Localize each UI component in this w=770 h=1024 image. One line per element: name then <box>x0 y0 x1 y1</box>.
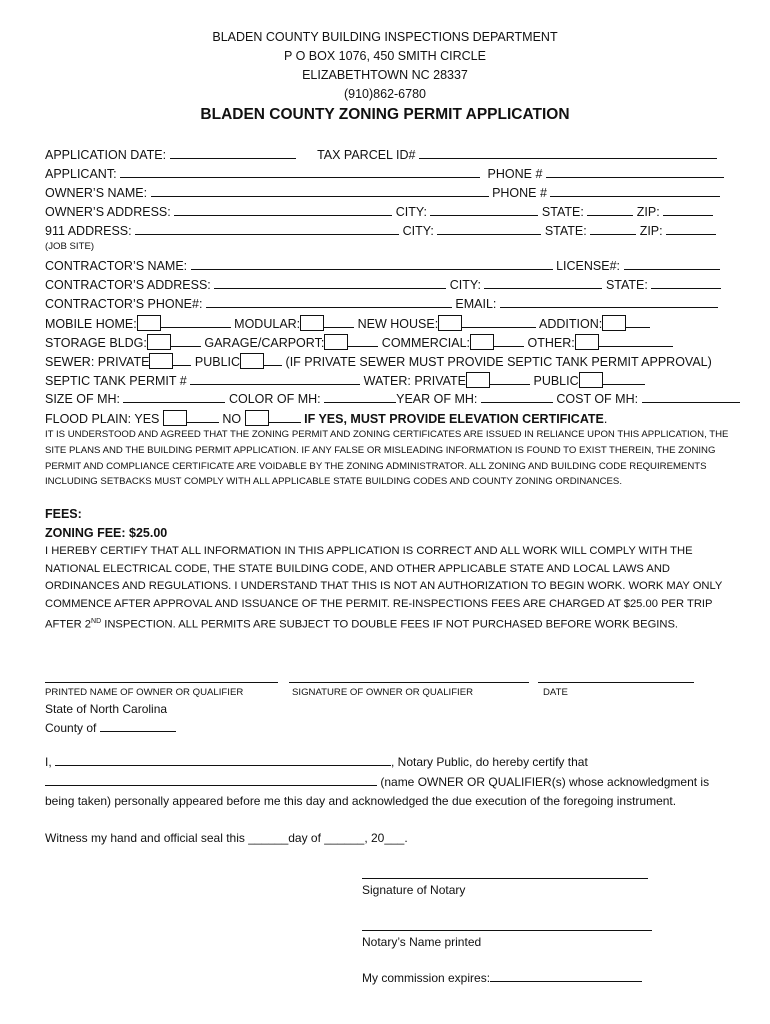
owner-qualifier-name-field[interactable] <box>45 774 377 786</box>
row-septic-water <box>45 372 645 388</box>
other-label: OTHER: <box>527 336 575 350</box>
cost-mh-label: COST OF MH: <box>556 392 639 406</box>
address-911-field[interactable] <box>135 223 399 235</box>
modular-field[interactable] <box>324 316 354 328</box>
license-label: LICENSE#: <box>556 259 621 273</box>
other-field[interactable] <box>599 335 673 347</box>
row-application-date <box>45 147 717 162</box>
contractors-city-field[interactable] <box>484 277 602 289</box>
row-911-address <box>45 223 716 238</box>
printed-name-caption: PRINTED NAME OF OWNER OR QUALIFIER <box>45 687 244 698</box>
notary-signature-line[interactable] <box>362 878 648 879</box>
row-mh-details <box>45 391 740 406</box>
site-zip-field[interactable] <box>666 223 716 235</box>
applicant-label: APPLICANT: <box>45 167 117 181</box>
row-owners-name <box>45 185 720 200</box>
site-state-field[interactable] <box>590 223 636 235</box>
county-field[interactable] <box>100 720 176 732</box>
new-house-checkbox[interactable] <box>438 315 462 331</box>
modular-checkbox[interactable] <box>300 315 324 331</box>
contractors-state-label: STATE: <box>605 278 648 292</box>
garage-carport-label: GARAGE/CARPORT: <box>204 336 325 350</box>
garage-carport-field[interactable] <box>348 335 378 347</box>
cost-mh-field[interactable] <box>642 391 740 403</box>
department-city: ELIZABETHTOWN NC 28337 <box>302 68 468 82</box>
tax-parcel-label: TAX PARCEL ID# <box>317 148 416 162</box>
owners-city-label: CITY: <box>395 205 427 219</box>
printed-name-line[interactable] <box>45 682 278 683</box>
notary-certify-text: , Notary Public, do hereby certify that <box>391 755 588 769</box>
contractors-state-field[interactable] <box>651 277 721 289</box>
sewer-public-field[interactable] <box>264 354 282 366</box>
septic-permit-field[interactable] <box>190 373 360 385</box>
reliance-paragraph: IT IS UNDERSTOOD AND AGREED THAT THE ZONING PERMIT AND ZONING CERTIFICATES ARE ISSUED IN RELIANCE UPON THIS APPLICATION, THE SITE PLANS AND THE BUILDING PERMIT APPLICATION. IF ANY FALSE OR MISLEADING INFORMATION IS FOUND TO EXIST THEREIN, THE ZONING PERMIT AND COMPLIANCE CERTIFICATE ARE VOIDABLE BY THE ZONING ADMINISTRATOR. ALL ZONING AND BUILDING CODE REQUIREMENTS INCLUDING SETBACKS MUST COMPLY WITH ALL APPLICABLE STATE BUILDING CODES AND COUNTY ZONING ORDINANCES. <box>45 429 729 488</box>
zoning-fee: ZONING FEE: $25.00 <box>45 526 168 540</box>
sewer-private-field[interactable] <box>173 354 191 366</box>
size-mh-field[interactable] <box>123 391 225 403</box>
signature-of-notary: Signature of Notary <box>362 883 466 897</box>
row-building-types <box>45 315 650 331</box>
owners-address-field[interactable] <box>174 204 392 216</box>
row-flood-plain <box>45 410 607 426</box>
flood-no-field[interactable] <box>269 411 301 423</box>
owners-state-label: STATE: <box>541 205 584 219</box>
notary-state: State of North Carolina <box>45 702 168 716</box>
septic-permit-label: SEPTIC TANK PERMIT # <box>45 374 187 388</box>
applicant-field[interactable] <box>120 166 480 178</box>
application-date-label: APPLICATION DATE: <box>45 148 167 162</box>
addition-checkbox[interactable] <box>602 315 626 331</box>
certification-text-1: I HEREBY CERTIFY THAT ALL INFORMATION IN THIS APPLICATION IS CORRECT AND ALL WORK WILL COMPLY WITH THE NATIONAL ELECTRICAL CODE, THE STATE BUILDING CODE, AND OTHER APPLICABLE STATE AND LOCAL LAWS AND ORDINANCES AND REGULATIONS. I UNDERSTAND THAT THIS IS NOT AN AUTHORIZATION TO BEGIN WORK. WORK MAY ONLY COMMENCE AFTER APPROVAL AND ISSUANCE OF THE PERMIT. RE-INSPECTIONS FEES ARE CHARGED AT $25.00 PER TRIP AFTER 2 <box>45 545 723 632</box>
size-mh-label: SIZE OF MH: <box>45 392 120 406</box>
date-line[interactable] <box>538 682 694 683</box>
contractors-address-label: CONTRACTOR’S ADDRESS: <box>45 278 211 292</box>
witness-line: Witness my hand and official seal this ______day of ______, 20___. <box>45 831 408 845</box>
notary-line-1 <box>45 754 588 769</box>
contractors-name-field[interactable] <box>191 258 553 270</box>
mobile-home-checkbox[interactable] <box>137 315 161 331</box>
storage-bldg-checkbox[interactable] <box>147 334 171 350</box>
elevation-note-period: . <box>603 412 608 426</box>
addition-label: ADDITION: <box>539 317 603 331</box>
date-caption: DATE <box>543 687 568 698</box>
year-mh-label: YEAR OF MH: <box>396 392 478 406</box>
department-address: P O BOX 1076, 450 SMITH CIRCLE <box>284 49 486 63</box>
sewer-private-checkbox[interactable] <box>149 353 173 369</box>
new-house-label: NEW HOUSE: <box>357 317 439 331</box>
garage-carport-checkbox[interactable] <box>324 334 348 350</box>
storage-bldg-field[interactable] <box>171 335 201 347</box>
mobile-home-field[interactable] <box>161 316 231 328</box>
mobile-home-label: MOBILE HOME: <box>45 317 137 331</box>
contractors-phone-label: CONTRACTOR’S PHONE#: <box>45 297 203 311</box>
site-state-label: STATE: <box>544 224 587 238</box>
site-city-field[interactable] <box>437 223 541 235</box>
certification-text-2: INSPECTION. ALL PERMITS ARE SUBJECT TO DOUBLE FEES IF NOT PURCHASED BEFORE WORK BEGINS. <box>101 619 679 632</box>
color-mh-label: COLOR OF MH: <box>228 392 321 406</box>
applicant-phone-label: PHONE # <box>487 167 543 181</box>
notary-name-line[interactable] <box>362 930 652 931</box>
sewer-private-label: SEWER: PRIVATE <box>45 355 150 369</box>
elevation-note: IF YES, MUST PROVIDE ELEVATION CERTIFICATE <box>304 412 604 426</box>
notary-name-field[interactable] <box>55 754 391 766</box>
modular-label: MODULAR: <box>234 317 301 331</box>
commercial-checkbox[interactable] <box>470 334 494 350</box>
notary-line-2 <box>45 774 709 789</box>
flood-yes-field[interactable] <box>187 411 219 423</box>
commercial-field[interactable] <box>494 335 524 347</box>
owners-state-field[interactable] <box>587 204 633 216</box>
year-mh-field[interactable] <box>481 391 553 403</box>
department-name: BLADEN COUNTY BUILDING INSPECTIONS DEPARTMENT <box>212 30 558 44</box>
license-field[interactable] <box>624 258 720 270</box>
notary-line-3: being taken) personally appeared before me this day and acknowledged the due execution of the foregoing instrument. <box>45 794 677 808</box>
sewer-public-checkbox[interactable] <box>240 353 264 369</box>
row-owners-address <box>45 204 713 219</box>
commercial-label: COMMERCIAL: <box>381 336 470 350</box>
water-public-checkbox[interactable] <box>579 372 603 388</box>
row-applicant <box>45 166 724 181</box>
row-contractors-phone <box>45 296 718 311</box>
owners-zip-field[interactable] <box>663 204 713 216</box>
color-mh-field[interactable] <box>324 391 396 403</box>
owners-phone-field[interactable] <box>550 185 720 197</box>
owners-city-field[interactable] <box>430 204 538 216</box>
water-private-checkbox[interactable] <box>466 372 490 388</box>
notary-name-printed: Notary’s Name printed <box>362 935 482 949</box>
notary-county <box>45 720 176 735</box>
name-owner-text: (name OWNER OR QUALIFIER(s) whose acknowledgment is <box>380 775 710 789</box>
contractors-name-label: CONTRACTOR’S NAME: <box>45 259 188 273</box>
department-phone: (910)862-6780 <box>343 87 426 101</box>
contractors-city-label: CITY: <box>449 278 481 292</box>
email-label: EMAIL: <box>455 297 497 311</box>
signature-caption: SIGNATURE OF OWNER OR QUALIFIER <box>292 687 474 698</box>
certification-superscript: ND <box>91 618 102 626</box>
owners-name-label: OWNER’S NAME: <box>45 186 148 200</box>
contractors-phone-field[interactable] <box>206 296 452 308</box>
i-prefix: I, <box>45 755 52 769</box>
storage-bldg-label: STORAGE BLDG: <box>45 336 147 350</box>
flood-no-checkbox[interactable] <box>245 410 269 426</box>
new-house-field[interactable] <box>462 316 536 328</box>
other-checkbox[interactable] <box>575 334 599 350</box>
commission-label: My commission expires: <box>362 971 491 985</box>
application-date-field[interactable] <box>170 147 296 159</box>
sewer-public-label: PUBLIC <box>194 355 241 369</box>
water-public-label: PUBLIC <box>533 374 579 388</box>
water-private-label: WATER: PRIVATE <box>363 374 466 388</box>
owners-zip-label: ZIP: <box>636 205 660 219</box>
owners-name-field[interactable] <box>151 185 489 197</box>
site-city-label: CITY: <box>402 224 434 238</box>
flood-yes-checkbox[interactable] <box>163 410 187 426</box>
contractors-address-field[interactable] <box>214 277 446 289</box>
certification-paragraph <box>45 543 735 635</box>
row-contractors-name <box>45 258 720 273</box>
signature-line[interactable] <box>289 682 529 683</box>
commission-field[interactable] <box>490 970 642 982</box>
row-contractors-address <box>45 277 721 292</box>
tax-parcel-field[interactable] <box>419 147 717 159</box>
flood-yes-label: FLOOD PLAIN: YES <box>45 412 160 426</box>
owners-phone-label: PHONE # <box>492 186 547 200</box>
site-zip-label: ZIP: <box>639 224 663 238</box>
owners-address-label: OWNER’S ADDRESS: <box>45 205 171 219</box>
row-building-types-2 <box>45 334 673 350</box>
fees-label: FEES: <box>45 507 82 521</box>
commission-expires-row <box>362 970 642 985</box>
address-911-label: 911 ADDRESS: <box>45 224 132 238</box>
water-public-field[interactable] <box>603 373 645 385</box>
flood-no-label: NO <box>222 412 242 426</box>
addition-field[interactable] <box>626 316 650 328</box>
septic-note: (IF PRIVATE SEWER MUST PROVIDE SEPTIC TANK PERMIT APPROVAL) <box>285 355 712 369</box>
form-title: BLADEN COUNTY ZONING PERMIT APPLICATION <box>200 106 570 123</box>
water-private-field[interactable] <box>490 373 530 385</box>
email-field[interactable] <box>500 296 718 308</box>
applicant-phone-field[interactable] <box>546 166 724 178</box>
row-sewer <box>45 353 712 369</box>
job-site-note: (JOB SITE) <box>45 241 95 252</box>
county-label: County of <box>45 721 97 735</box>
